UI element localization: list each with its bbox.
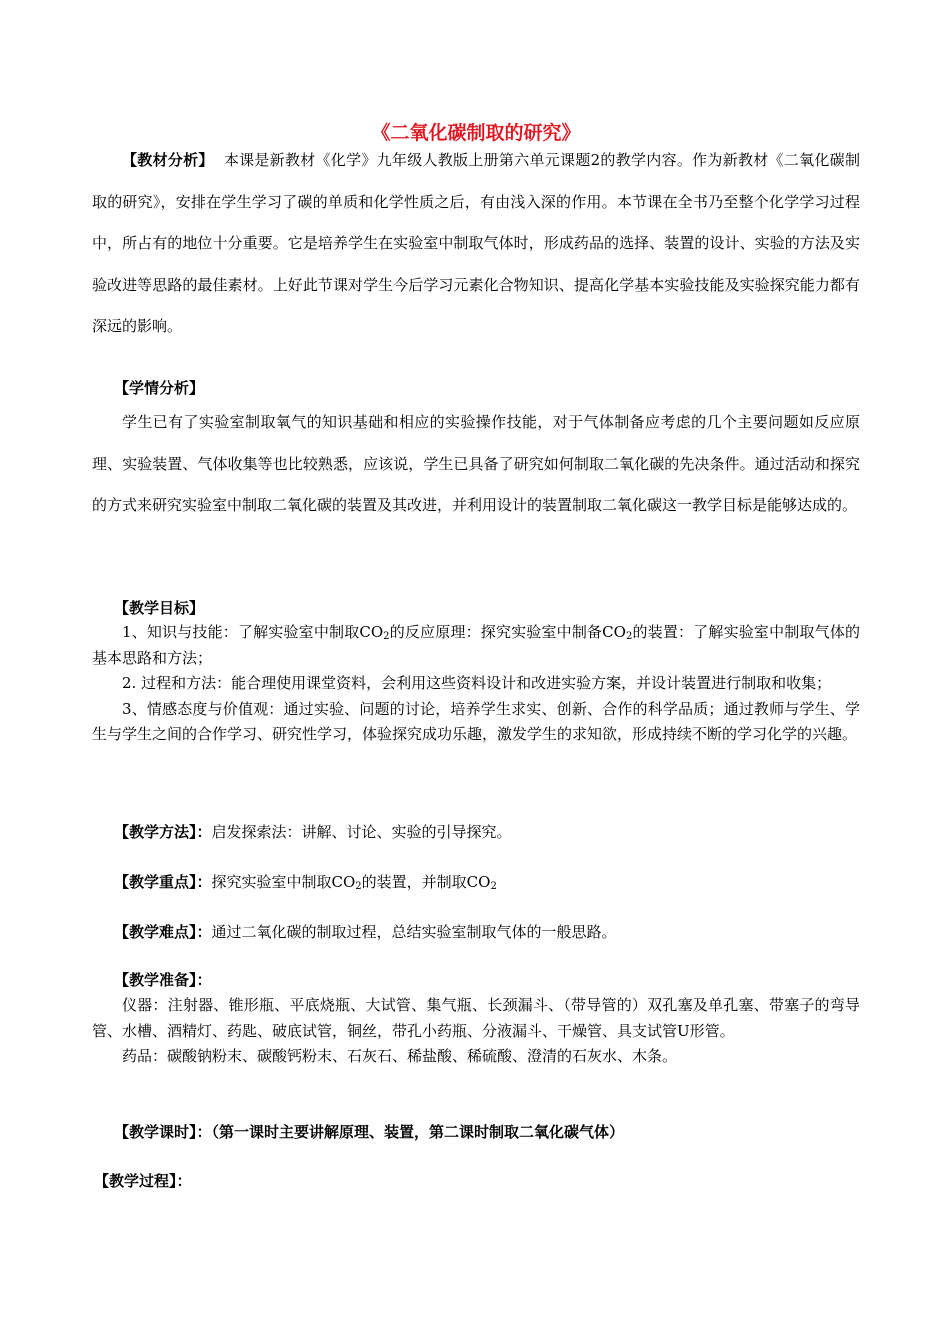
method-heading: 【教学方法】： bbox=[114, 823, 212, 841]
method-text: 启发探索法：讲解、讨论、实验的引导探究。 bbox=[211, 823, 512, 841]
prep-reagents: 药品：碳酸钠粉末、碳酸钙粉末、石灰石、稀盐酸、稀硫酸、澄清的石灰水、木条。 bbox=[122, 1047, 678, 1065]
difficulty-line bbox=[114, 920, 617, 944]
difficulty-heading: 【教学难点】： bbox=[114, 923, 212, 941]
method-line bbox=[114, 820, 512, 844]
process-heading: 【教学过程】： bbox=[94, 1172, 192, 1190]
students-heading: 【学情分析】 bbox=[114, 379, 205, 397]
materials-analysis bbox=[92, 140, 860, 348]
prep-content bbox=[92, 993, 860, 1070]
hours-text: （第一课时主要讲解原理、装置，第二课时制取二氧化碳气体） bbox=[211, 1123, 625, 1141]
students-text: 学生已有了实验室制取氧气的知识基础和相应的实验操作技能，对于气体制备应考虑的几个主要问题如反应原理、实验装置、气体收集等也比较熟悉，应该说，学生已具备了研究如何制取二氧化碳的先决条件。通过活动和探究的方式来研究实验室中制取二氧化碳的装置及其改进，并利用设计的装置制取二氧化碳这一教学目标是能够达成的。 bbox=[92, 413, 860, 514]
materials-text: 本课是新教材《化学》九年级人教版上册第六单元课题2的教学内容。作为新教材《二氧化碳制取的研究》，安排在学生学习了碳的单质和化学性质之后，有由浅入深的作用。本节课在全书乃至整个化学学习过程中，所占有的地位十分重要。它是培养学生在实验室中制取气体时，形成药品的选择、装置的设计、实验的方法及实验改进等思路的最佳素材。上好此节课对学生今后学习元素化合物知识、提高化学基本实验技能及实验探究能力都有深远的影响。 bbox=[92, 151, 860, 335]
difficulty-text: 通过二氧化碳的制取过程，总结实验室制取气体的一般思路。 bbox=[211, 923, 617, 941]
key-point-heading: 【教学重点】： bbox=[114, 873, 212, 891]
prep-instruments: 仪器：注射器、锥形瓶、平底烧瓶、大试管、集气瓶、长颈漏斗、（带导管的）双孔塞及单孔塞、带塞子的弯导管、水槽、酒精灯、药匙、破底试管，铜丝，带孔小药瓶、分液漏斗、干燥管、具支试管U形管。 bbox=[92, 996, 860, 1040]
prep-heading: 【教学准备】： bbox=[114, 971, 212, 989]
goal-attitude: 3、情感态度与价值观：通过实验、问题的讨论，培养学生求实、创新、合作的科学品质；通过教师与学生、学生与学生之间的合作学习、研究性学习，体验探究成功乐趣，激发学生的求知欲，形成持续不断的学习化学的兴趣。 bbox=[92, 699, 860, 743]
hours-heading: 【教学课时】： bbox=[114, 1123, 212, 1141]
goal-process: 2. 过程和方法：能合理使用课堂资料，会利用这些资料设计和改进实验方案，并设计装置进行制取和收集； bbox=[122, 674, 832, 692]
goals-heading: 【教学目标】 bbox=[114, 599, 205, 617]
goals-list bbox=[92, 620, 860, 748]
goal-knowledge: 1、知识与技能：了解实验室中制取$CO_2$的反应原理：探究实验室中制备$CO_2$的装置：了解实验室中制取气体的基本思路和方法； bbox=[92, 623, 860, 667]
materials-heading: 【教材分析】 bbox=[122, 151, 214, 169]
key-point-line: 【教学重点】：探究实验室中制取$CO_2$的装置，并制取$CO_2$ bbox=[114, 873, 497, 892]
hours-line bbox=[114, 1120, 624, 1144]
document-title: 《二氧化碳制取的研究》 bbox=[371, 122, 581, 144]
